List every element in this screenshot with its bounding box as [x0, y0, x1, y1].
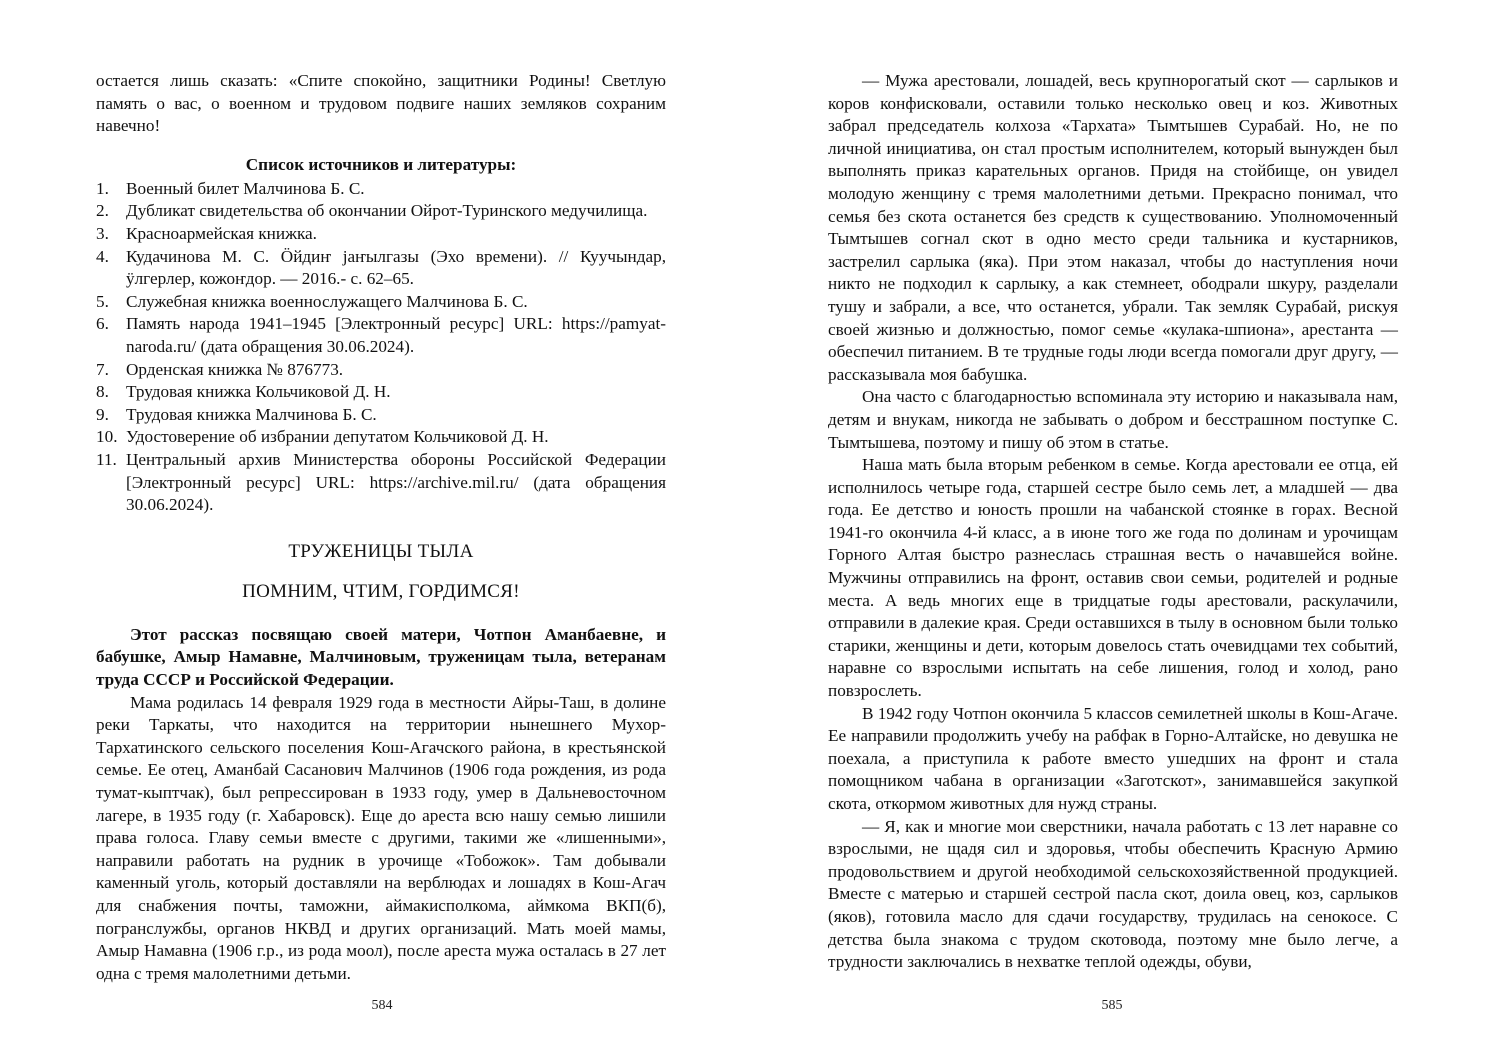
dedication-paragraph: Этот рассказ посвящаю своей матери, Чотпон Аманбаевне, и бабушке, Амыр Намавне, Малчиновым, труженицам тыла, ветеранам труда СССР и Российской Федерации.	[96, 624, 666, 690]
sources-list	[96, 178, 666, 517]
source-number: 1.	[96, 178, 109, 198]
source-text: Военный билет Малчинова Б. С.	[126, 178, 365, 198]
source-item	[96, 381, 666, 404]
source-text: Удостоверение об избрании депутатом Кольчиковой Д. Н.	[126, 427, 549, 447]
body-paragraph: Мама родилась 14 февраля 1929 года в местности Айры-Таш, в долине реки Таркаты, что находится на территории нынешнего Мухор-Тархатинского сельского поселения Кош-Агачского района, в крестьянской семье. Ее отец, Аманбай Сасанович Малчинов (1906 года рождения, из рода тумат-кыптчак), был репрессирован в 1933 году, умер в Дальневосточном лагере, в 1935 году (г. Хабаровск). Еще до ареста всю нашу семью лишили права голоса. Главу семьи вместе с другими, такими же «лишенными», направили работать на рудник в урочище «Тобожок». Там добывали каменный уголь, который доставляли на верблюдах и лошадях в Кош-Агач для снабжения почты, таможни, аймакисполкома, аймкома ВКП(б), погранслужбы, органов НКВД и других организаций. Мать моей мамы, Амыр Намавна (1906 г.р., из рода моол), после ареста мужа осталась в 27 лет одна с тремя малолетними детьми.	[96, 692, 666, 983]
source-text: Центральный архив Министерства обороны Российской Федерации [Электронный ресурс] URL: https://archive.mil.ru/ (дата обращения 30.06.2024).	[126, 449, 666, 515]
body-paragraph: Она часто с благодарностью вспоминала эту историю и наказывала нам, детям и внукам, никогда не забывать о добром и бесстрашном поступке С. Тымтышева, поэтому и пишу об этом в статье.	[828, 387, 1398, 452]
source-text: Орденская книжка № 876773.	[126, 359, 344, 379]
source-item	[96, 449, 666, 517]
source-item	[96, 200, 666, 223]
source-item	[96, 313, 666, 358]
right-page	[746, 0, 1492, 1058]
source-text: Трудовая книжка Малчинова Б. С.	[126, 404, 377, 424]
source-number: 8.	[96, 382, 109, 402]
body-paragraph: В 1942 году Чотпон окончила 5 классов семилетней школы в Кош-Агаче. Ее направили продолжить учебу на рабфак в Горно-Алтайске, но девушка не поехала, а приступила к работе вместо ушедших на фронт и стала помощником чабана в организации «Заготскот», занимавшейся закупкой скота, откормом животных для нужд страны.	[828, 703, 1398, 813]
body-paragraph: — Я, как и многие мои сверстники, начала работать с 13 лет наравне со взрослыми, не щадя сил и здоровья, чтобы обеспечить Красную Армию продовольствием и другой необходимой сельскохозяйственной продукцией. Вместе с матерью и старшей сестрой пасла скот, доила овец, коз, сарлыков (яков), готовила масло для сдачи государству, трудилась на сенокосе. С детства была знакома с трудом скотовода, поэтому мне было легче, а трудности заключались в нехватке теплой одежды, обуви,	[828, 816, 1398, 972]
source-text: Кудачинова М. С. Ӧйдиҥ јаҥылгазы (Эхо времени). // Куучындар, ӱлгерлер, кожоҥдор. — 2016.- с. 62–65.	[126, 246, 666, 289]
sources-heading: Список источников и литературы:	[245, 154, 517, 174]
source-item	[96, 223, 666, 246]
source-number: 5.	[96, 291, 109, 311]
source-item	[96, 178, 666, 201]
source-number: 6.	[96, 314, 109, 334]
source-number: 2.	[96, 201, 109, 221]
section-title: ТРУЖЕНИЦЫ ТЫЛА	[288, 540, 474, 562]
source-item	[96, 404, 666, 427]
right-text-column	[828, 70, 1398, 974]
source-text: Память народа 1941–1945 [Электронный ресурс] URL: https://pamyat-naroda.ru/ (дата обращения 30.06.2024).	[126, 314, 666, 356]
source-item	[96, 359, 666, 382]
opening-paragraph: остается лишь сказать: «Спите спокойно, защитники Родины! Светлую память о вас, о военном и трудовом подвиге наших земляков сохраним навечно!	[96, 71, 666, 136]
source-number: 4.	[96, 246, 109, 266]
source-item	[96, 291, 666, 314]
left-text-column	[96, 70, 666, 985]
body-paragraph: — Мужа арестовали, лошадей, весь крупнорогатый скот — сарлыков и коров конфисковали, оставили только несколько овец и коз. Животных забрал председатель колхоза «Тархата» Тымтышев Сурабай. Но, не по личной инициатива, он стал простым исполнителем, который вынужден был выполнять приказ карательных органов. Придя на стойбище, он увидел молодую женщину с тремя малолетними детьми. Прекрасно понимал, что семья без скота останется без средств к существованию. Уполномоченный Тымтышев согнал скот в одно место среди тальника и кустарников, застрелил сарлыка (яка). При этом наказал, чтобы до наступления ночи никто не подходил к сарлыку, а как стемнеет, ободрали шкуру, разделали тушу и забрали, а все, что останется, убрали. Так земляк Сурабай, рискуя своей жизнью и должностью, помог семье «кулака-шпиона», арестанта — обеспечил питанием. В те трудные годы люди всегда помогали друг другу, — рассказывала моя бабушка.	[828, 71, 1398, 384]
page-number-right: 585	[1101, 998, 1123, 1013]
body-paragraph: Наша мать была вторым ребенком в семье. Когда арестовали ее отца, ей исполнилось четыре года, старшей сестре было семь лет, а младшей — два года. Ее детство и юность прошли на чабанской стоянке в горах. Весной 1941-го окончила 4-й класс, а в июне того же года по долинам и урочищам Горного Алтая быстро разнеслась страшная весть о начавшейся войне. Мужчины отправились на фронт, оставив свои семьи, родителей и родные места. А ведь многих еще в тридцатые годы арестовали, раскулачили, отправили в далекие края. Среди оставшихся в тылу в основном были только старики, женщины и дети, которым довелось стать очевидцами тех событий, наравне со взрослыми испытать на себе лишения, голод и холод, рано повзрослеть.	[828, 455, 1398, 701]
source-text: Красноармейская книжка.	[126, 223, 317, 243]
source-number: 10.	[96, 427, 118, 447]
source-item	[96, 426, 666, 449]
section-subtitle: ПОМНИМ, ЧТИМ, ГОРДИМСЯ!	[242, 581, 520, 603]
source-text: Дубликат свидетельства об окончании Ойрот-Туринского медучилища.	[126, 201, 648, 221]
source-number: 7.	[96, 359, 109, 379]
source-text: Трудовая книжка Кольчиковой Д. Н.	[126, 382, 391, 402]
source-item	[96, 246, 666, 291]
source-text: Служебная книжка военнослужащего Малчинова Б. С.	[126, 291, 528, 311]
page-number-left: 584	[371, 998, 393, 1013]
source-number: 3.	[96, 223, 109, 243]
source-number: 11.	[96, 449, 117, 469]
source-number: 9.	[96, 404, 109, 424]
